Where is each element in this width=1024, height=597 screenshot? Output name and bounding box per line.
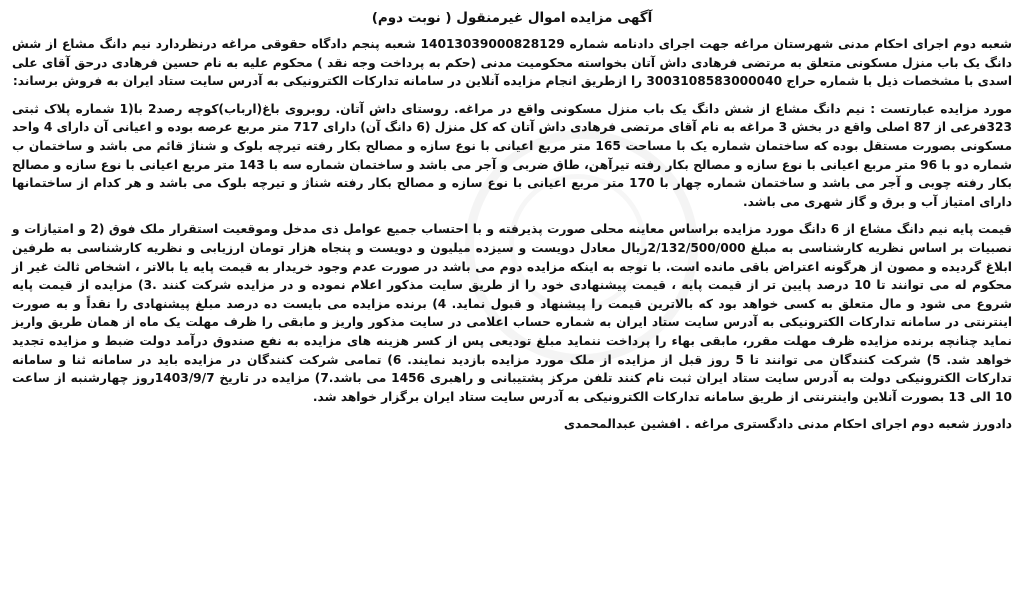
notice-intro-paragraph: شعبه دوم اجرای احکام مدنی شهرستان مراغه جهت اجرای دادنامه شماره 14013039000828129 شعبه پنجم دادگاه حقوقی مراغه درنظردارد نیم دانگ مشاع از شش دانگ یک باب منزل مسکونی متعلق به مرتضی فرهادی داش آتان بخواسته محکومیت مدنی (حکم به پرداخت وجه نقد ) محکوم علیه به نام حسین فرهادی درحق آقای علی اسدی با مشخصات ذیل با شماره حراج 3003108583000040 را ازطریق انجام مزایده آنلاین در سامانه تدارکات الکترونیکی به آدرس سایت ستاد ایران به فروش برساند: [12, 37, 1012, 89]
signature-line: دادورز شعبه دوم اجرای احکام مدنی دادگستری مراغه . افشین عبدالمحمدی [563, 417, 1012, 432]
auction-terms-paragraph: قیمت پایه نیم دانگ مشاع از 6 دانگ مورد مزایده براساس معاینه محلی صورت پذیرفته و با احتساب جمیع عوامل ذی مدخل وموقعیت استقرار ملک فوق (2 و امتیازات و نصبیات بر اساس نظریه کارشناسی به مبلغ 2/132/500/000ریال معادل دویست و سیزده میلیون و دویست و پنجاه هزار تومان ارزیابی و نظریه کارشناسی به طرفین ابلاغ گردیده و مصون از هرگونه اعتراض باقی مانده است. با توجه به اینکه مزایده دوم می باشد در صورت عدم وجود خریدار به قیمت پایه یا بالاتر ، اشخاص ثالث غیر از محکوم له می توانند تا 10 درصد پایین تر از قیمت پایه ، قیمت پیشنهادی خود را از طریق سایت مذکور اعلام نموده و در مزایده شرکت کنند .3) مزایده از قیمت پایه شروع می شود و مال متعلق به کسی خواهد بود که بالاترین قیمت را پیشنهاد و قبول نماید. 4) برنده مزایده می بایست ده درصد مبلغ پیشنهادی را نقداً و به صورت اینترنتی در سامانه تدارکات الکترونیکی به آدرس سایت ستاد ایران به شماره حساب اعلامی در سایت مذکور واریز و مابقی را ظرف مهلت یک ماه از همان طریق واریز نماید چنانچه برنده مزایده ظرف مهلت مقرر، مابقی بهاء را پرداخت ننماید مبلغ تودیعی پس از کسر هزینه های مزایده به نفع صندوق درآمد دولت ضبط و مزایده تجدید خواهد شد. 5) شرکت کنندگان می توانند تا 5 روز قبل از مزایده از ملک مورد مزایده بازدید نمایند. 6) تمامی شرکت کنندگان در مزایده باید در سامانه ثنا و سامانه تدارکات الکترونیکی دولت به آدرس سایت ستاد ایران ثبت نام کنند تلفن مرکز پشتیبانی و راهبری 1456 می باشد.7) مزایده در تاریخ 1403/9/7روز چهارشنبه از ساعت 10 الی 13 بصورت آنلاین واینترنتی از طریق سامانه تدارکات الکترونیکی به آدرس سایت ستاد ایران برگزار خواهد شد. [12, 222, 1013, 404]
notice-title: آگهی مزایده اموال غیرمنقول ( نوبت دوم) [371, 10, 653, 26]
auction-item-description: مورد مزایده عبارتست : نیم دانگ مشاع از شش دانگ یک باب منزل مسکونی واقع در مراغه. روستای داش آتان. روبروی باغ(ارباب)کوچه رصد2 با(1 شماره پلاک ثبتی 323فرعی از 87 اصلی واقع در بخش 3 مراغه به نام آقای مرتضی فرهادی داش آتان که کل منزل (6 دانگ آن) دارای 717 متر مربع عرصه بوده و اعیانی آن دارای 4 واحد مسکونی بصورت مستقل بوده که ساختمان شماره یک با مساحت 165 متر مربع اعیانی با نوع سازه و مصالح بکار رفته تیرچه بلوک و شناژ قائم می باشد و ساختمان ب شماره دو با 96 متر مربع اعیانی با نوع سازه و مصالح بکار رفته تیرآهن، طاق ضربی و آجر می باشد و ساختمان شماره سه با 143 متر مربع اعیانی با نوع سازه و مصالح بکار رفته چوبی و آجر می باشد و ساختمان شماره چهار با 170 متر مربع اعیانی با نوع سازه و مصالح بکار رفته شناژ و تیرچه بلوک می باشد و هر کدام از ساختمانها دارای امتیاز آب و برق و گاز شهری می باشد. [12, 101, 1012, 209]
